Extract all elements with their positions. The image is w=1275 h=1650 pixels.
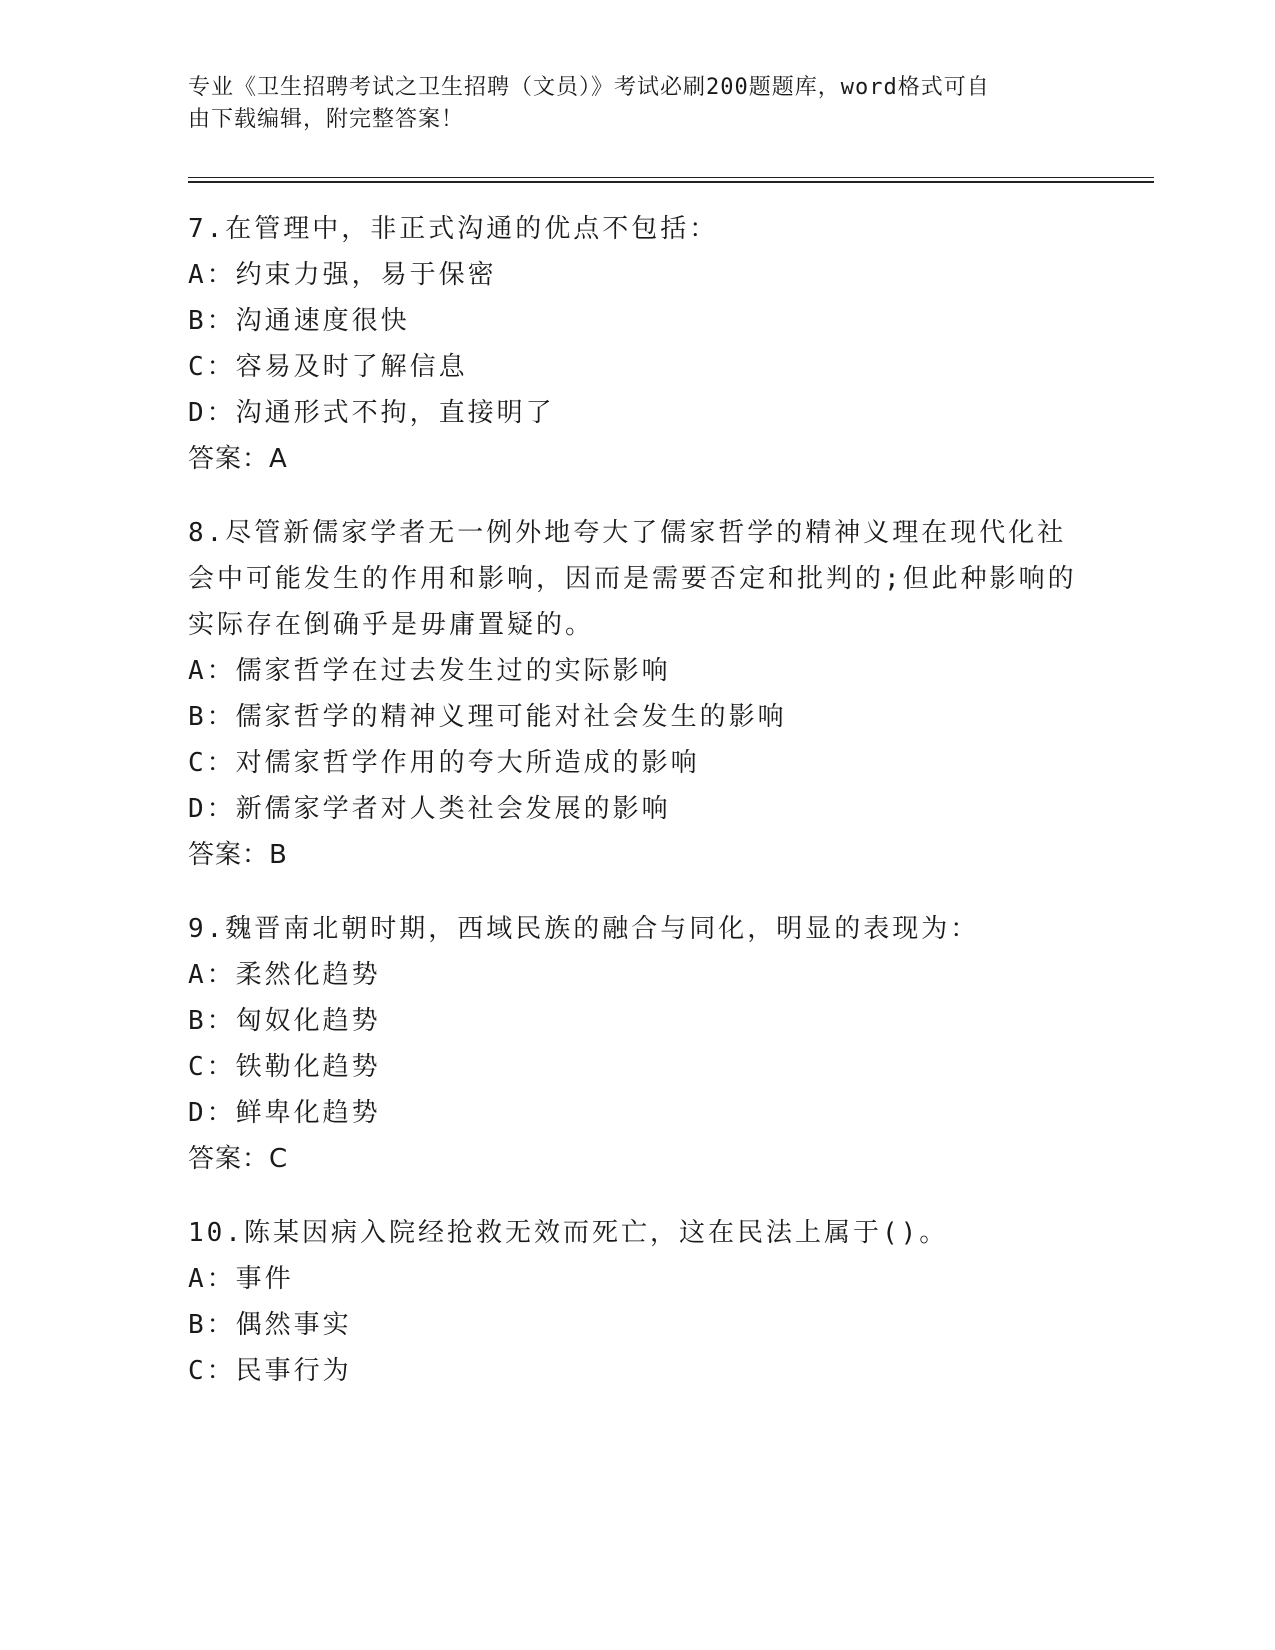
question-stem: 10.陈某因病入院经抢救无效而死亡，这在民法上属于()。 [188,1218,949,1248]
option-a: A：事件 [188,1264,294,1294]
question-7 [188,206,1088,482]
answer-line: 答案：C [188,1144,289,1174]
question-stem: 9.魏晋南北朝时期，西域民族的融合与同化，明显的表现为： [188,914,980,944]
question-stem: 7.在管理中，非正式沟通的优点不包括： [188,214,719,244]
question-stem: 会中可能发生的作用和影响，因而是需要否定和批判的;但此种影响的 [188,564,1077,594]
option-b: B：匈奴化趋势 [188,1006,381,1036]
option-b: B：沟通速度很快 [188,306,410,336]
header-divider-thick [188,181,1154,183]
option-a: A：儒家哲学在过去发生过的实际影响 [188,656,671,686]
option-c: C：对儒家哲学作用的夸大所造成的影响 [188,748,700,778]
question-stem: 8.尽管新儒家学者无一例外地夸大了儒家哲学的精神义理在现代化社 [188,518,1067,548]
option-d: D：新儒家学者对人类社会发展的影响 [188,794,671,824]
option-c: C：民事行为 [188,1356,352,1386]
option-a: A：柔然化趋势 [188,960,381,990]
header-note [188,72,1068,136]
option-c: C：铁勒化趋势 [188,1052,381,1082]
question-list [188,206,1088,1422]
question-8 [188,510,1088,878]
answer-line: 答案：A [188,444,288,474]
answer-line: 答案：B [188,840,288,870]
option-b: B：偶然事实 [188,1310,352,1340]
question-9 [188,906,1088,1182]
option-a: A：约束力强，易于保密 [188,260,497,290]
option-c: C：容易及时了解信息 [188,352,468,382]
header-line-1: 专业《卫生招聘考试之卫生招聘（文员）》考试必刷200题题库，word格式可自 [188,75,990,100]
header-line-2: 由下载编辑，附完整答案！ [188,107,465,132]
option-b: B：儒家哲学的精神义理可能对社会发生的影响 [188,702,787,732]
option-d: D：沟通形式不拘，直接明了 [188,398,555,428]
question-10 [188,1210,1088,1394]
option-d: D：鲜卑化趋势 [188,1098,381,1128]
header-divider-thin [188,177,1154,178]
question-stem: 实际存在倒确乎是毋庸置疑的。 [188,610,595,640]
